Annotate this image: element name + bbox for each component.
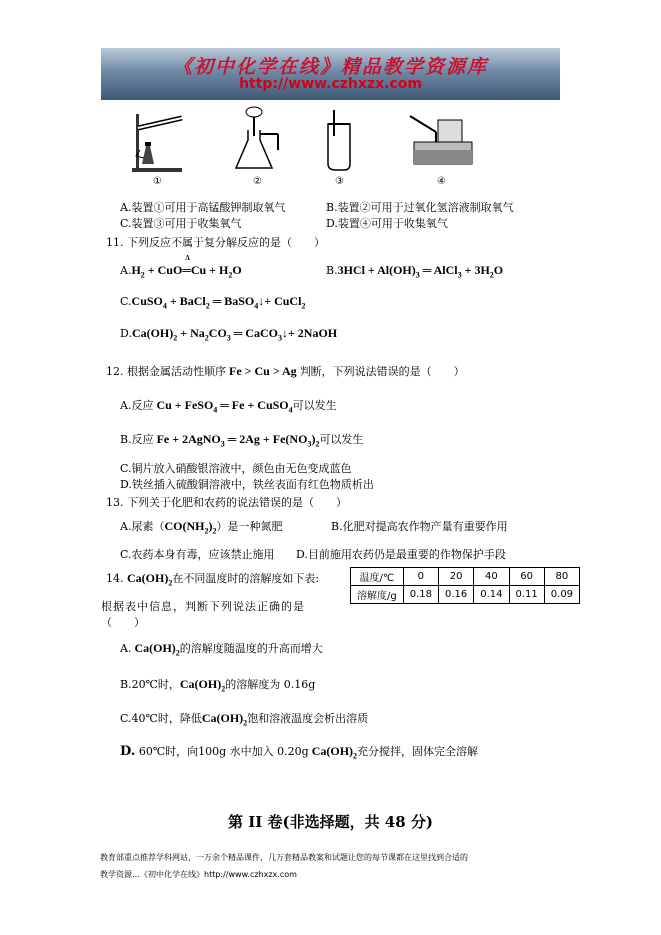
- q12-stem: [106, 363, 465, 379]
- q13-stem: 13. 下列关于化肥和农药的说法错误的是（ ）: [106, 496, 347, 509]
- banner-url: http://www.czhxzx.com: [239, 76, 422, 92]
- q12-option-a-equation: Cu + FeSO$_4$ ═ Fe + CuSO$_4$: [153, 398, 293, 415]
- q12-activity-series: Fe > Cu > Ag: [226, 364, 300, 378]
- q10-option-c: C.装置③可用于收集氧气: [120, 217, 242, 230]
- header-banner: [101, 48, 560, 100]
- table-cell: 40: [474, 568, 509, 586]
- q14-option-a-tail: 的溶解度随温度的升高而增大: [179, 642, 323, 655]
- q11-option-b-label: B.: [326, 264, 338, 277]
- q12-option-c: C.铜片放入硝酸银溶液中，颜色由无色变成蓝色: [120, 462, 352, 475]
- q11-option-d: [120, 326, 337, 342]
- q14-stem: [106, 570, 319, 587]
- q12-option-a: [120, 397, 337, 414]
- footer-line-1: 教育部重点推荐学科网站，一万余个精品课件，几万套精品教案和试题让您的每节课都在这里找到合适的: [100, 853, 468, 862]
- q13-option-a-label: A.尿素（: [120, 520, 165, 533]
- table-row-solubility: [351, 586, 580, 604]
- q14-stem-line2: 根据表中信息，判断下列说法正确的是: [101, 600, 305, 613]
- apparatus-3-figure: [322, 106, 358, 174]
- q14-option-d-formula: $Ca(OH)_2$: [308, 744, 358, 761]
- q11-option-c-label: C.: [120, 295, 132, 308]
- q14-stem-tail: 在不同温度时的溶解度如下表:: [172, 572, 320, 585]
- urea-formula: $CO(NH_2)_2$: [164, 519, 217, 536]
- table-cell: 0.18: [403, 586, 438, 604]
- figure-label-1: ①: [153, 176, 162, 187]
- q14-option-b-tail: 的溶解度为 0.16g: [225, 678, 316, 691]
- q13-option-a: [120, 518, 282, 535]
- q12-option-d: D.铁丝插入硫酸铜溶液中，铁丝表面有红色物质析出: [120, 478, 374, 491]
- q14-stem-line3: （ ）: [101, 616, 145, 629]
- q14-formula: $Ca(OH)_2$: [127, 571, 173, 588]
- heat-symbol: Δ: [185, 254, 190, 262]
- q11-stem: 11. 下列反应不属于复分解反应的是（ ）: [106, 236, 325, 249]
- q11-option-a-label: A.: [120, 264, 132, 277]
- apparatus-2-figure: [232, 106, 284, 174]
- figure-label-3: ③: [335, 176, 344, 187]
- q12-option-b-tail: 可以发生: [319, 433, 364, 446]
- q11-option-a: [120, 254, 242, 280]
- table-cell: 0.14: [474, 586, 509, 604]
- q11-option-c: [120, 294, 305, 310]
- q14-option-b-formula: $Ca(OH)_2$: [179, 677, 226, 694]
- figure-label-2: ②: [253, 176, 262, 187]
- q14-number: 14.: [106, 572, 124, 585]
- table-header-solubility: 溶解度/g: [351, 586, 404, 604]
- q12-stem-part1: 12. 根据金属活动性顺序: [106, 365, 226, 378]
- solubility-table: [350, 567, 580, 604]
- q11-option-d-label: D.: [120, 327, 132, 340]
- table-cell: 20: [438, 568, 473, 586]
- table-header-temperature: 温度/℃: [351, 568, 404, 586]
- q14-option-a-formula: $Ca(OH)_2$: [131, 641, 180, 658]
- q14-option-b-label: B.20℃时，: [120, 678, 180, 691]
- q14-option-d-text: 60℃时，向100g 水中加入 0.20g: [138, 745, 309, 758]
- q11-option-d-equation: $Ca(OH)_2 + Na_2CO_3$ ═ CaCO$_3$↓+ 2NaOH: [131, 326, 338, 343]
- q13-option-d: D.目前施用农药仍是最重要的作物保护手段: [296, 548, 506, 561]
- q13-option-b: B.化肥对提高农作物产量有重要作用: [331, 520, 508, 533]
- q14-option-c-label: C.40℃时，降低: [120, 712, 202, 725]
- footer-line-2[interactable]: 教学资源…《初中化学在线》http://www.czhxzx.com: [100, 870, 297, 879]
- table-cell: 0.11: [509, 586, 544, 604]
- q12-stem-part2: 判断，下列说法错误的是（ ）: [299, 365, 465, 378]
- q14-option-d-tail: 充分搅拌，固体完全溶解: [357, 745, 479, 758]
- table-row-temperature: [351, 568, 580, 586]
- q14-option-c-tail: 饱和溶液温度会析出溶质: [247, 712, 369, 725]
- q12-option-b: [120, 431, 363, 448]
- table-cell: 0.09: [544, 586, 579, 604]
- q14-option-b: [120, 676, 315, 693]
- q12-option-b-equation: Fe + 2AgNO$_3$ ═ $2Ag + Fe(NO_3)_2$: [153, 432, 320, 449]
- q13-option-a-tail: ）是一种氮肥: [216, 520, 283, 533]
- q14-option-c-formula: $Ca(OH)_2$: [201, 711, 248, 728]
- apparatus-4-figure: [406, 106, 476, 174]
- q12-option-a-label: A.反应: [120, 399, 154, 412]
- q14-option-d: [120, 743, 478, 760]
- table-cell: 0.16: [438, 586, 473, 604]
- figure-label-4: ④: [437, 176, 446, 187]
- q14-option-a-label: A.: [120, 642, 132, 655]
- table-cell: 0: [403, 568, 438, 586]
- table-cell: 80: [544, 568, 579, 586]
- q12-option-a-tail: 可以发生: [292, 399, 337, 412]
- q14-option-d-label: D.: [120, 744, 136, 759]
- apparatus-1-figure: [128, 106, 190, 174]
- q13-option-c: C.农药本身有毒，应该禁止施用: [120, 548, 275, 561]
- q11-option-c-equation: CuSO$_4$ + BaCl$_2$ ═ BaSO$_4$↓+ CuCl$_2$: [131, 294, 306, 311]
- q12-option-b-label: B.反应: [120, 433, 154, 446]
- q14-option-c: [120, 710, 368, 727]
- q11-option-b: [326, 263, 503, 279]
- q10-option-b: B.装置②可用于过氧化氢溶液制取氧气: [326, 201, 514, 214]
- section-heading: 第 II 卷(非选择题，共 48 分): [228, 813, 433, 831]
- q14-option-a: [120, 640, 323, 657]
- banner-title: 《初中化学在线》精品教学资源库: [172, 56, 488, 78]
- q10-option-a: A.装置①可用于高锰酸钾制取氧气: [120, 201, 286, 214]
- q11-option-a-equation: $H_2$ + CuO═ Δ $Cu + H_2O$: [131, 254, 242, 280]
- q10-option-d: D.装置④可用于收集氧气: [326, 217, 448, 230]
- q11-option-b-equation: $3HCl + Al(OH)_3$ ═ AlCl$_3$ + $3H_2O$: [337, 263, 504, 280]
- table-cell: 60: [509, 568, 544, 586]
